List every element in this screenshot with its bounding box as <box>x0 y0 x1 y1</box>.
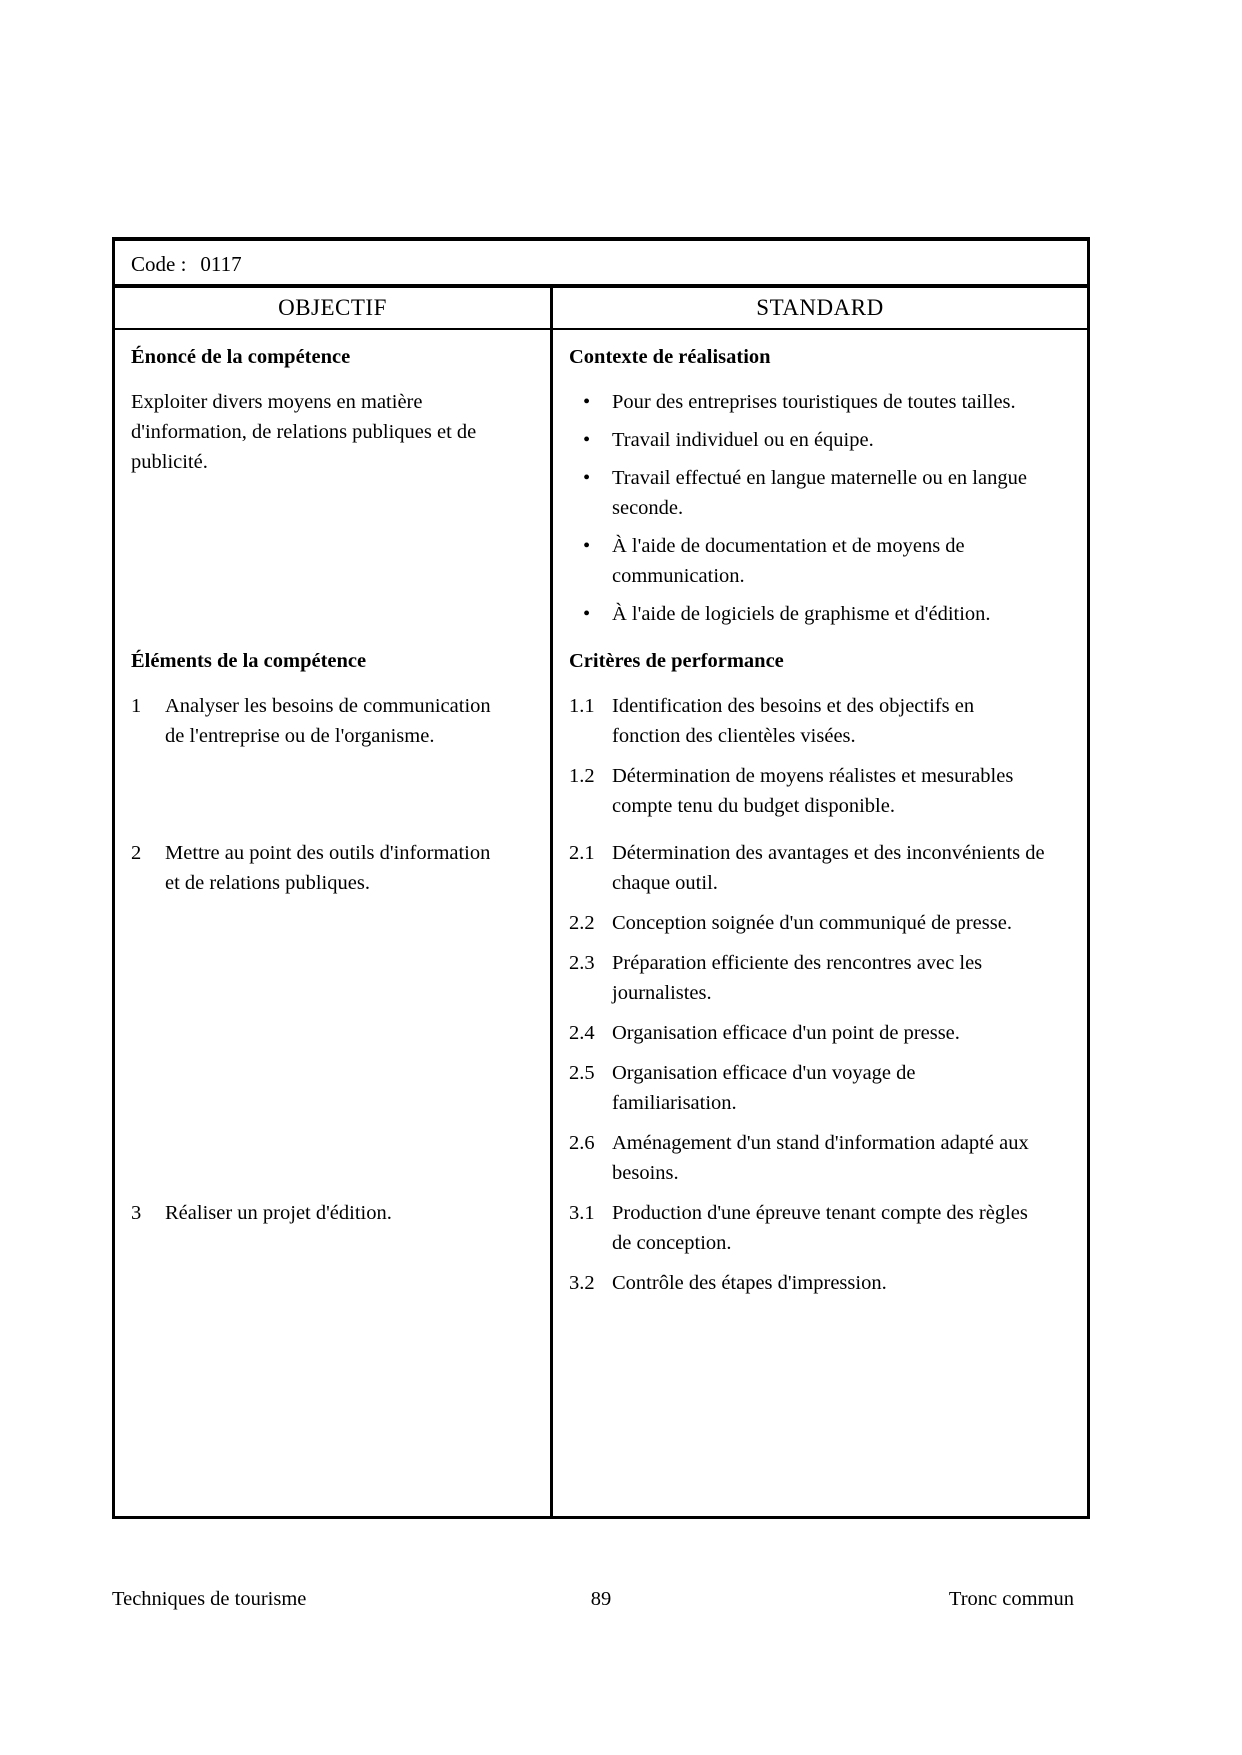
criterion-item <box>569 1018 1045 1048</box>
criterion-number: 2.5 <box>569 1062 595 1084</box>
criterion-number: 2.1 <box>569 842 595 864</box>
criterion-item <box>569 691 1045 751</box>
element-item-3 <box>131 1198 495 1228</box>
criterion-number: 2.4 <box>569 1022 595 1044</box>
criterion-text: Organisation efficace d'un voyage de familiarisation. <box>612 1062 916 1114</box>
criterion-item <box>569 1128 1045 1188</box>
element-text: Mettre au point des outils d'information et de relations publiques. <box>165 842 491 894</box>
statement-context-section <box>115 330 1087 646</box>
code-label: Code : <box>131 252 187 276</box>
element-2-section <box>115 838 1087 1198</box>
criterion-number: 2.3 <box>569 952 595 974</box>
footer-page-number: 89 <box>590 1588 612 1610</box>
criteria-cell-2 <box>553 838 1087 1198</box>
table-body <box>115 330 1087 1516</box>
criterion-item <box>569 908 1045 938</box>
element-item-2 <box>131 838 495 898</box>
competency-table <box>112 237 1090 1519</box>
criterion-text: Détermination des avantages et des inconvénients de chaque outil. <box>612 842 1045 894</box>
statement-heading: Énoncé de la compétence <box>131 346 351 368</box>
column-header-row <box>115 288 1087 330</box>
realisation-context-cell <box>553 330 1087 646</box>
criterion-item <box>569 838 1045 898</box>
elements-cell-1 <box>115 646 553 838</box>
criterion-number: 1.1 <box>569 695 595 717</box>
element-number: 1 <box>131 695 142 717</box>
criterion-text: Détermination de moyens réalistes et mesurables compte tenu du budget disponible. <box>612 765 1014 817</box>
element-number: 3 <box>131 1202 142 1224</box>
elements-cell-3 <box>115 1198 553 1516</box>
element-item-1 <box>131 691 495 751</box>
code-row <box>115 241 1087 288</box>
context-bullet: • Travail effectué en langue maternelle ou en langue seconde. <box>569 463 1045 523</box>
criterion-item <box>569 1058 1045 1118</box>
criterion-number: 3.2 <box>569 1272 595 1294</box>
criterion-text: Conception soignée d'un communiqué de presse. <box>612 912 1012 934</box>
element-text: Analyser les besoins de communication de l'entreprise ou de l'organisme. <box>165 695 491 747</box>
element-1-section <box>115 646 1087 838</box>
context-bullet: • Travail individuel ou en équipe. <box>569 425 1045 455</box>
criteria-cell-3 <box>553 1198 1087 1516</box>
criterion-text: Contrôle des étapes d'impression. <box>612 1272 887 1294</box>
statement-text: Exploiter divers moyens en matière d'information, de relations publiques et de publicité. <box>131 391 477 473</box>
objectif-column-header: OBJECTIF <box>115 288 553 328</box>
page-footer <box>112 1588 1090 1611</box>
standard-column-header: STANDARD <box>756 295 884 320</box>
criterion-text: Production d'une épreuve tenant compte des règles de conception. <box>612 1202 1028 1254</box>
criteria-heading: Critères de performance <box>569 650 784 672</box>
element-3-section <box>115 1198 1087 1516</box>
context-bullet-list <box>569 387 1045 629</box>
context-bullet: • Pour des entreprises touristiques de toutes tailles. <box>569 387 1045 417</box>
criterion-number: 1.2 <box>569 765 595 787</box>
criterion-item <box>569 761 1045 821</box>
criterion-text: Aménagement d'un stand d'information adapté aux besoins. <box>612 1132 1029 1184</box>
criterion-number: 3.1 <box>569 1202 595 1224</box>
criterion-text: Organisation efficace d'un point de presse. <box>612 1022 960 1044</box>
context-heading: Contexte de réalisation <box>569 346 771 368</box>
footer-section-name: Tronc commun <box>948 1588 1074 1610</box>
criterion-item <box>569 1268 1045 1298</box>
criterion-item <box>569 1198 1045 1258</box>
criterion-number: 2.2 <box>569 912 595 934</box>
criterion-text: Identification des besoins et des objectifs en fonction des clientèles visées. <box>612 695 975 747</box>
criteria-cell-1 <box>553 646 1087 838</box>
code-value: 0117 <box>200 252 242 276</box>
criterion-item <box>569 948 1045 1008</box>
elements-heading: Éléments de la compétence <box>131 650 367 672</box>
context-bullet: • À l'aide de logiciels de graphisme et d'édition. <box>569 599 1045 629</box>
element-text: Réaliser un projet d'édition. <box>165 1202 392 1224</box>
element-number: 2 <box>131 842 142 864</box>
footer-program-name: Techniques de tourisme <box>112 1588 307 1610</box>
criterion-text: Préparation efficiente des rencontres avec les journalistes. <box>612 952 983 1004</box>
elements-cell-2 <box>115 838 553 1198</box>
criterion-number: 2.6 <box>569 1132 595 1154</box>
competency-statement-cell <box>115 330 553 646</box>
context-bullet: • À l'aide de documentation et de moyens de communication. <box>569 531 1045 591</box>
